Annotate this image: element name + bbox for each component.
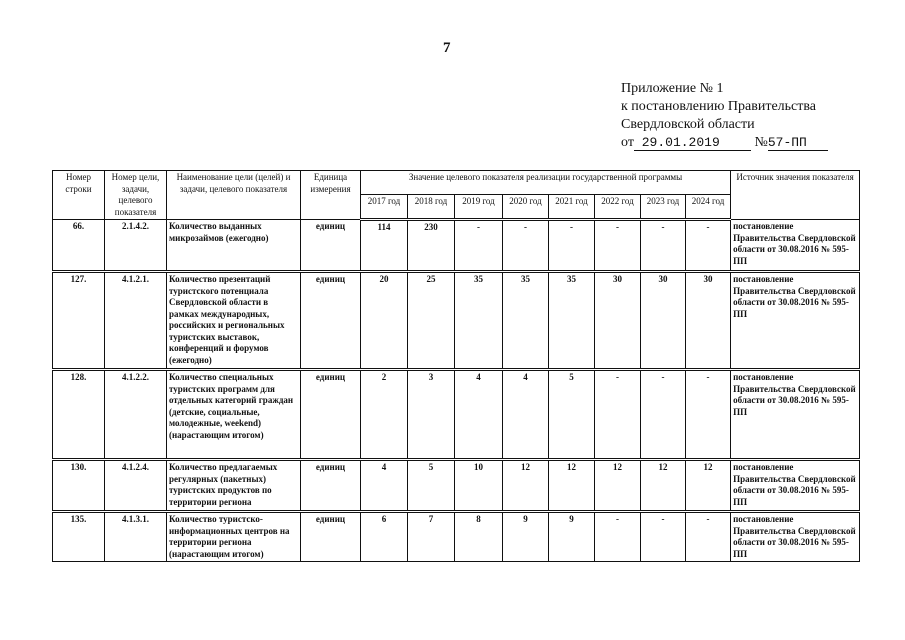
value-cell: 5 bbox=[549, 370, 595, 460]
source-cell: постановление Правительства Свердловской области от 30.08.2016 № 595-ПП bbox=[731, 220, 860, 272]
row-number-cell: 128. bbox=[53, 370, 105, 460]
value-cell: 30 bbox=[595, 272, 641, 370]
date-prefix: от bbox=[621, 135, 634, 150]
value-cell: - bbox=[595, 370, 641, 460]
value-cell: 3 bbox=[408, 370, 455, 460]
year-header: 2024 год bbox=[686, 194, 731, 219]
value-cell: 6 bbox=[361, 512, 408, 562]
value-cell: - bbox=[641, 512, 686, 562]
decree-date: 29.01.2019 bbox=[634, 135, 751, 151]
indicator-name-cell: Количество туристско-информационных центров на территории региона (нарастающим итогом) bbox=[167, 512, 301, 562]
value-cell: 9 bbox=[503, 512, 549, 562]
value-cell: - bbox=[455, 220, 503, 272]
row-number-cell: 135. bbox=[53, 512, 105, 562]
value-cell: - bbox=[686, 220, 731, 272]
value-cell: - bbox=[595, 512, 641, 562]
value-cell: 35 bbox=[549, 272, 595, 370]
table-row bbox=[53, 370, 860, 460]
header-row-number: Номер строки bbox=[53, 171, 105, 220]
header-unit: Единица измерения bbox=[301, 171, 361, 220]
unit-cell: единиц bbox=[301, 460, 361, 512]
table-row bbox=[53, 512, 860, 562]
value-cell: 12 bbox=[549, 460, 595, 512]
value-cell: - bbox=[686, 512, 731, 562]
year-header: 2023 год bbox=[641, 194, 686, 219]
value-cell: 20 bbox=[361, 272, 408, 370]
header-source: Источник значения показателя bbox=[731, 171, 860, 220]
table-row bbox=[53, 460, 860, 512]
indicator-table bbox=[52, 170, 860, 562]
value-cell: 12 bbox=[503, 460, 549, 512]
year-header: 2021 год bbox=[549, 194, 595, 219]
table-body bbox=[53, 220, 860, 562]
value-cell: - bbox=[641, 220, 686, 272]
source-cell: постановление Правительства Свердловской области от 30.08.2016 № 595-ПП bbox=[731, 512, 860, 562]
year-header: 2020 год bbox=[503, 194, 549, 219]
value-cell: 230 bbox=[408, 220, 455, 272]
appendix-decree: к постановлению Правительства bbox=[621, 99, 817, 114]
goal-code-cell: 4.1.2.1. bbox=[105, 272, 167, 370]
value-cell: 35 bbox=[455, 272, 503, 370]
number-prefix: № bbox=[754, 135, 768, 150]
indicator-name-cell: Количество выданных микрозаймов (ежегодно) bbox=[167, 220, 301, 272]
unit-cell: единиц bbox=[301, 512, 361, 562]
header-values-group: Значение целевого показателя реализации государственной программы bbox=[361, 171, 731, 195]
value-cell: 10 bbox=[455, 460, 503, 512]
source-cell: постановление Правительства Свердловской области от 30.08.2016 № 595-ПП bbox=[731, 370, 860, 460]
value-cell: - bbox=[595, 220, 641, 272]
appendix-title: Приложение № 1 bbox=[621, 81, 724, 96]
header-row bbox=[53, 171, 860, 195]
value-cell: 30 bbox=[641, 272, 686, 370]
goal-code-cell: 4.1.2.4. bbox=[105, 460, 167, 512]
value-cell: 12 bbox=[641, 460, 686, 512]
value-cell: 4 bbox=[455, 370, 503, 460]
page-number: 7 bbox=[443, 40, 451, 56]
source-cell: постановление Правительства Свердловской области от 30.08.2016 № 595-ПП bbox=[731, 272, 860, 370]
goal-code-cell: 4.1.3.1. bbox=[105, 512, 167, 562]
row-number-cell: 66. bbox=[53, 220, 105, 272]
indicator-name-cell: Количество специальных туристских программ для отдельных категорий граждан (детские, социальные, молодежные, weekend) (нарастающим итогом) bbox=[167, 370, 301, 460]
value-cell: 2 bbox=[361, 370, 408, 460]
unit-cell: единиц bbox=[301, 220, 361, 272]
value-cell: 114 bbox=[361, 220, 408, 272]
table-row bbox=[53, 220, 860, 272]
decree-number: 57-ПП bbox=[767, 135, 807, 150]
value-cell: - bbox=[686, 370, 731, 460]
value-cell: 25 bbox=[408, 272, 455, 370]
row-number-cell: 127. bbox=[53, 272, 105, 370]
header-goal-number: Номер цели, задачи, целевого показателя bbox=[105, 171, 167, 220]
goal-code-cell: 2.1.4.2. bbox=[105, 220, 167, 272]
indicator-name-cell: Количество предлагаемых регулярных (пакетных) туристских продуктов по территории региона bbox=[167, 460, 301, 512]
value-cell: 4 bbox=[503, 370, 549, 460]
year-header: 2022 год bbox=[595, 194, 641, 219]
indicator-name-cell: Количество презентаций туристского потенциала Свердловской области в рамках международных, российских и региональных туристских выставок, конференций и форумов (ежегодно) bbox=[167, 272, 301, 370]
value-cell: 30 bbox=[686, 272, 731, 370]
value-cell: 12 bbox=[595, 460, 641, 512]
value-cell: 12 bbox=[686, 460, 731, 512]
source-cell: постановление Правительства Свердловской области от 30.08.2016 № 595-ПП bbox=[731, 460, 860, 512]
header-name: Наименование цели (целей) и задачи, целевого показателя bbox=[167, 171, 301, 220]
value-cell: - bbox=[641, 370, 686, 460]
year-header: 2019 год bbox=[455, 194, 503, 219]
table-row bbox=[53, 272, 860, 370]
row-number-cell: 130. bbox=[53, 460, 105, 512]
value-cell: 8 bbox=[455, 512, 503, 562]
value-cell: 5 bbox=[408, 460, 455, 512]
unit-cell: единиц bbox=[301, 272, 361, 370]
appendix-region: Свердловской области bbox=[621, 117, 755, 132]
appendix-date-line bbox=[621, 134, 828, 152]
year-header: 2017 год bbox=[361, 194, 408, 219]
value-cell: - bbox=[549, 220, 595, 272]
year-header: 2018 год bbox=[408, 194, 455, 219]
value-cell: 9 bbox=[549, 512, 595, 562]
value-cell: - bbox=[503, 220, 549, 272]
value-cell: 35 bbox=[503, 272, 549, 370]
value-cell: 7 bbox=[408, 512, 455, 562]
appendix-header bbox=[621, 80, 828, 152]
unit-cell: единиц bbox=[301, 370, 361, 460]
goal-code-cell: 4.1.2.2. bbox=[105, 370, 167, 460]
value-cell: 4 bbox=[361, 460, 408, 512]
